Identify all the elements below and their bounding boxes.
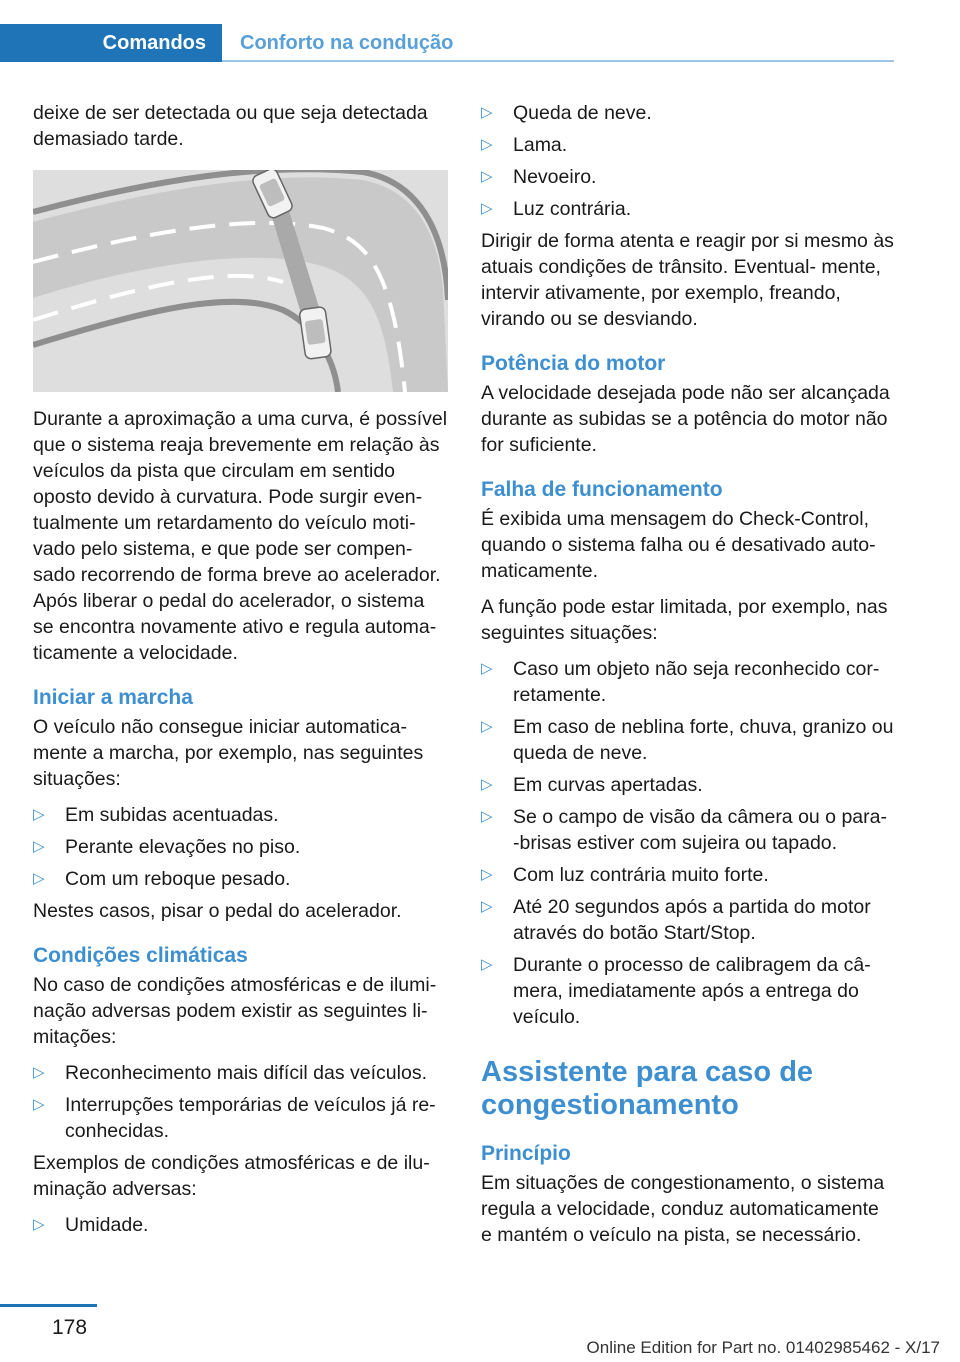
list-item: ▷ Até 20 segundos após a partida do motor através do botão Start/Stop. (481, 896, 871, 944)
paragraph: Em situações de congestionamento, o sistema regula a velocidade, conduz automaticamente e mantém o veículo na pista, se necessário. (481, 1172, 885, 1246)
triangle-bullet-icon: ▷ (33, 838, 45, 855)
heading-failure: Falha de funcionamento (481, 478, 723, 501)
page-number: 178 (52, 1316, 88, 1339)
list-item: ▷ Com luz contrária muito forte. (481, 864, 769, 886)
list-item: ▷ Se o campo de visão da câmera ou o para- -brisas estiver com sujeira ou tapado. (481, 806, 887, 854)
list-item: ▷ Umidade. (33, 1214, 149, 1236)
section-title[interactable]: Conforto na condução (240, 31, 454, 54)
paragraph: Exemplos de condições atmosféricas e de ilu- minação adversas: (33, 1152, 430, 1200)
triangle-bullet-icon: ▷ (481, 136, 493, 153)
heading-power: Potência do motor (481, 352, 666, 375)
triangle-bullet-icon: ▷ (33, 1216, 45, 1233)
heading-start: Iniciar a marcha (33, 686, 193, 709)
paragraph: A velocidade desejada pode não ser alcançada durante as subidas se a potência do motor não for suficiente. (481, 382, 890, 456)
list-item: ▷ Em curvas apertadas. (481, 774, 703, 796)
paragraph: A função pode estar limitada, por exemplo, nas seguintes situações: (481, 596, 888, 644)
list-item: ▷ Em caso de neblina forte, chuva, granizo ou queda de neve. (481, 716, 894, 764)
list-item: ▷ Nevoeiro. (481, 166, 597, 188)
examples-list-cont (481, 100, 895, 222)
header-rule (222, 60, 894, 62)
triangle-bullet-icon: ▷ (481, 168, 493, 185)
paragraph: O veículo não consegue iniciar automatica- mente a marcha, por exemplo, nas seguintes situações: (33, 716, 424, 790)
right-column (481, 100, 895, 1258)
start-list (33, 802, 448, 892)
list-item: ▷ Caso um objeto não seja reconhecido cor- retamente. (481, 658, 880, 706)
triangle-bullet-icon: ▷ (481, 808, 493, 825)
triangle-bullet-icon: ▷ (481, 956, 493, 973)
list-item: ▷ Luz contrária. (481, 198, 632, 220)
triangle-bullet-icon: ▷ (481, 776, 493, 793)
limitations-list (481, 656, 895, 1030)
triangle-bullet-icon: ▷ (481, 104, 493, 121)
list-item: ▷ Reconhecimento mais difícil das veículos. (33, 1062, 427, 1084)
footer-rule (0, 1304, 97, 1307)
triangle-bullet-icon: ▷ (481, 866, 493, 883)
paragraph: deixe de ser detectada ou que seja detectada demasiado tarde. (33, 102, 428, 150)
triangle-bullet-icon: ▷ (481, 200, 493, 217)
curve-illustration (33, 170, 448, 392)
triangle-bullet-icon: ▷ (481, 898, 493, 915)
heading-weather: Condições climáticas (33, 944, 248, 967)
triangle-bullet-icon: ▷ (481, 660, 493, 677)
paragraph: É exibida uma mensagem do Check-Control, quando o sistema falha ou é desativado auto- maticamente. (481, 508, 876, 582)
heading-principle: Princípio (481, 1142, 571, 1165)
paragraph: Nestes casos, pisar o pedal do acelerador. (33, 900, 402, 922)
triangle-bullet-icon: ▷ (33, 806, 45, 823)
left-column (33, 100, 448, 1244)
examples-list (33, 1212, 448, 1238)
triangle-bullet-icon: ▷ (33, 870, 45, 887)
weather-list (33, 1060, 448, 1144)
list-item: ▷ Queda de neve. (481, 102, 652, 124)
paragraph: Durante a aproximação a uma curva, é possível que o sistema reaja brevemente em relação às veículos da pista que circulam em sentido oposto devido à curvatura. Pode surgir even- tualmente um retardamento do veículo moti- vado pelo sistema, e que pode ser compen- sado recorrendo de forma breve ao acelerador. Após liberar o pedal do acelerador, o sistema se encontra novamente ativo e regula automa- ticamente a velocidade. (33, 408, 448, 664)
edition-note: Online Edition for Part no. 01402985462 - X/17 (586, 1338, 940, 1357)
list-item: ▷ Perante elevações no piso. (33, 836, 301, 858)
triangle-bullet-icon: ▷ (33, 1064, 45, 1081)
list-item: ▷ Em subidas acentuadas. (33, 804, 279, 826)
paragraph: No caso de condições atmosféricas e de ilumi- nação adversas podem existir as seguintes li- mitações: (33, 974, 437, 1048)
chapter-tab[interactable] (0, 24, 222, 62)
triangle-bullet-icon: ▷ (33, 1096, 45, 1113)
list-item: ▷ Interrupções temporárias de veículos já re- conhecidas. (33, 1094, 436, 1142)
triangle-bullet-icon: ▷ (481, 718, 493, 735)
section-heading-traffic-jam: Assistente para caso de congestionamento (481, 1056, 814, 1121)
list-item: ▷ Com um reboque pesado. (33, 868, 291, 890)
chapter-tab-label: Comandos (102, 31, 206, 54)
paragraph: Dirigir de forma atenta e reagir por si mesmo às atuais condições de trânsito. Eventual- mente, intervir ativamente, por exemplo, freando, virando ou se desviando. (481, 230, 894, 330)
list-item: ▷ Durante o processo de calibragem da câ- mera, imediatamente após a entrega do veículo. (481, 954, 871, 1028)
list-item: ▷ Lama. (481, 134, 568, 156)
